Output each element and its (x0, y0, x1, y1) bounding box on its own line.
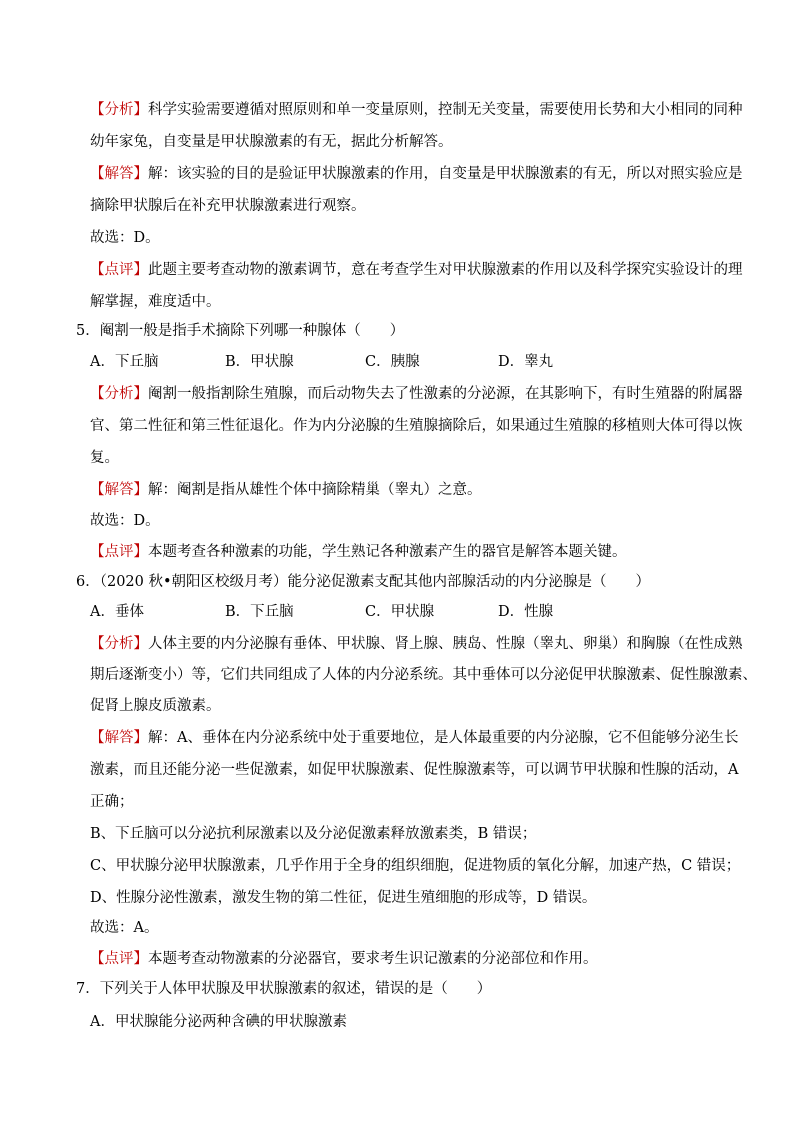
final-answer: 故选：A。 (90, 920, 159, 936)
answer-text: 解：A、垂体在内分泌系统中处于重要地位，是人体最重要的内分泌腺，它不但能够分泌生长 (148, 730, 739, 746)
answer-line (90, 480, 482, 500)
analysis-tag: 【分析】 (90, 102, 148, 118)
analysis-text: 幼年家兔，自变量是甲状腺激素的有无，据此分析解答。 (90, 134, 453, 150)
analysis-text: 科学实验需要遵循对照原则和单一变量原则，控制无关变量，需要使用长势和大小相同的同种 (148, 102, 743, 118)
answer-line (90, 164, 743, 184)
option-b: B．甲状腺 (225, 354, 294, 370)
answer-line (90, 792, 134, 812)
analysis-line (90, 448, 119, 468)
option-d: D．性腺 (498, 604, 554, 620)
question-5-stem: 5．阉割一般是指手术摘除下列哪一种腺体（ ） (76, 323, 405, 339)
answer-tag: 【解答】 (90, 730, 148, 746)
answer-line (90, 824, 536, 844)
question-7-stem: 7．下列关于人体甲状腺及甲状腺激素的叙述，错误的是（ ） (76, 981, 492, 997)
comment-tag: 【点评】 (90, 544, 148, 560)
answer-text: 解：阉割是指从雄性个体中摘除精巢（睾丸）之意。 (148, 482, 482, 498)
answer-text: 摘除甲状腺后在补充甲状腺激素进行观察。 (90, 198, 366, 214)
option-a: A．垂体 (90, 604, 144, 620)
answer-text: C、甲状腺分泌甲状腺激素，几乎作用于全身的组织细胞，促进物质的氧化分解，加速产热，C 错误； (90, 858, 741, 874)
answer-line (90, 760, 738, 780)
analysis-text: 人体主要的内分泌腺有垂体、甲状腺、肾上腺、胰岛、性腺（睾丸、卵巢）和胸腺（在性成熟 (148, 636, 743, 652)
comment-line (90, 260, 743, 280)
comment-line (90, 949, 598, 969)
final-answer: 故选：D。 (90, 513, 160, 529)
answer-text: D、性腺分泌性激素，激发生物的第二性征，促进生殖细胞的形成等，D 错误。 (90, 890, 597, 906)
option-c: C．甲状腺 (365, 604, 435, 620)
analysis-text: 期后逐渐变小）等，它们共同组成了人体的内分泌系统。其中垂体可以分泌促甲状腺激素、促性腺激素、 (90, 667, 757, 683)
analysis-line (90, 665, 757, 685)
comment-tag: 【点评】 (90, 951, 148, 967)
answer-line (90, 856, 740, 876)
option-a: A．甲状腺能分泌两种含碘的甲状腺激素 (90, 1014, 347, 1030)
analysis-text: 复。 (90, 450, 119, 466)
analysis-line (90, 384, 743, 404)
comment-text: 本题考查动物激素的分泌器官，要求考生识记激素的分泌部位和作用。 (148, 951, 598, 967)
answer-line (90, 728, 738, 748)
option-c: C．胰腺 (365, 354, 420, 370)
comment-text: 本题考查各种激素的功能，学生熟记各种激素产生的器官是解答本题关键。 (148, 544, 627, 560)
answer-line (90, 888, 596, 908)
comment-text: 此题主要考查动物的激素调节，意在考查学生对甲状腺激素的作用以及科学探究实验设计的理 (148, 262, 743, 278)
analysis-tag: 【分析】 (90, 386, 148, 402)
answer-text: 激素，而且还能分泌一些促激素，如促甲状腺激素、促性腺激素等，可以调节甲状腺和性腺的活动，A (90, 762, 739, 778)
comment-text: 解掌握，难度适中。 (90, 294, 221, 310)
option-a: A．下丘脑 (90, 354, 159, 370)
answer-text: B、下丘脑可以分泌抗利尿激素以及分泌促激素释放激素类，B 错误； (90, 826, 537, 842)
analysis-text: 阉割一般指割除生殖腺，而后动物失去了性激素的分泌源，在其影响下，有时生殖器的附属器 (148, 386, 743, 402)
answer-tag: 【解答】 (90, 166, 148, 182)
analysis-text: 官、第二性征和第三性征退化。作为内分泌腺的生殖腺摘除后，如果通过生殖腺的移植则大体可得以恢 (90, 418, 743, 434)
analysis-line (90, 634, 743, 654)
answer-line (90, 196, 366, 216)
question-6-stem: 6．（2020 秋•朝阳区校级月考）能分泌促激素支配其他内部腺活动的内分泌腺是（ ） (76, 574, 651, 590)
analysis-line (90, 416, 743, 436)
analysis-line (90, 696, 221, 716)
option-b: B．下丘脑 (225, 604, 294, 620)
final-answer: 故选：D。 (90, 230, 160, 246)
analysis-line (90, 132, 453, 152)
comment-tag: 【点评】 (90, 262, 148, 278)
answer-text: 解：该实验的目的是验证甲状腺激素的作用，自变量是甲状腺激素的有无，所以对照实验应是 (148, 166, 743, 182)
comment-line (90, 542, 627, 562)
analysis-text: 促肾上腺皮质激素。 (90, 698, 221, 714)
analysis-tag: 【分析】 (90, 636, 148, 652)
question-6-options (90, 602, 610, 622)
comment-line (90, 292, 221, 312)
analysis-line (90, 100, 743, 120)
answer-text: 正确； (90, 794, 134, 810)
option-d: D．睾丸 (498, 354, 554, 370)
answer-tag: 【解答】 (90, 482, 148, 498)
question-5-options (90, 352, 610, 372)
